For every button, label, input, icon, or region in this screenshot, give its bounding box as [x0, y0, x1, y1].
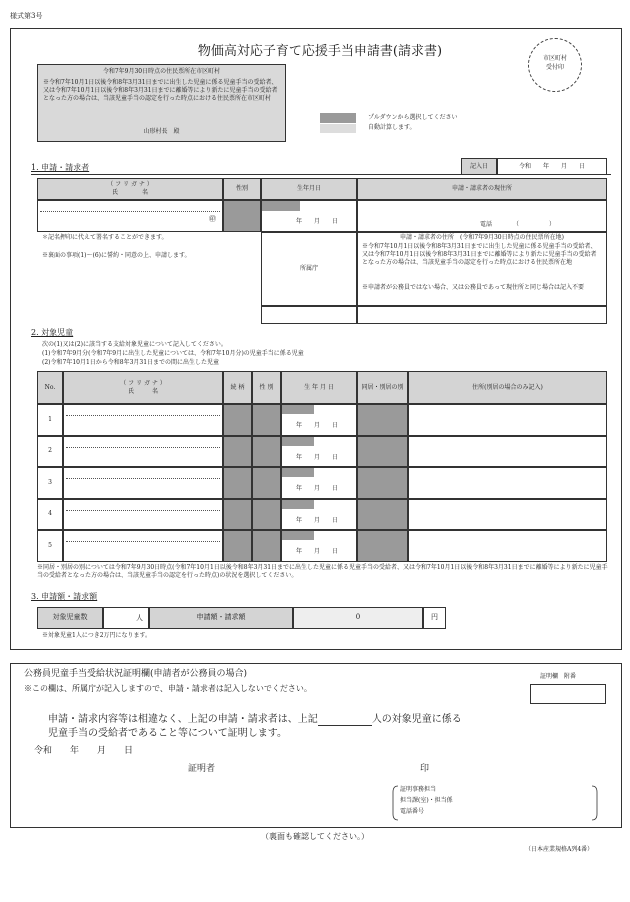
child-count-input[interactable]	[103, 607, 149, 629]
cohabitation-footnote: ※同居・別居の別については令和7年9月30日時点(令和7年10月1日以後令和8年3月31日までに出生した児童に係る児童手当の受給者、又は令和7年10月1日以後令和8年3月31日までに離婚等により新たに児童手当の受給者となった方の場合は、当該児童手当の認定を行った時点)の状況を選択してください。	[37, 564, 608, 579]
child-gender-select[interactable]	[252, 404, 281, 436]
child-dob-field[interactable]	[281, 404, 357, 436]
child-name-label: 氏 名	[127, 387, 158, 395]
mayor-addressee: 山形村長 殿	[143, 128, 180, 135]
legend-dropdown-swatch	[320, 113, 356, 123]
child-era-select[interactable]	[282, 437, 314, 446]
section2-intro3: (2)令和7年10月1日から令和8年3月31日までの間に出生した児童	[42, 359, 220, 366]
legend-dropdown-text: プルダウンから選択してください	[368, 114, 458, 121]
stamp-line1: 市区町村	[542, 55, 567, 62]
affiliation-input[interactable]	[261, 306, 357, 324]
col-relationship: 続 柄	[223, 371, 252, 404]
applicant-name-input[interactable]	[37, 200, 223, 232]
contact-line1: 証明事務担当	[400, 786, 437, 793]
furigana-divider	[66, 478, 220, 479]
stamp-line2: 受付印	[545, 64, 564, 71]
cert-number-input[interactable]	[530, 684, 606, 704]
child-name-input[interactable]	[63, 404, 223, 436]
legend-auto-swatch	[320, 124, 356, 133]
date-field[interactable]: 令和 年 月 日	[497, 158, 607, 175]
child-relationship-select[interactable]	[223, 404, 252, 436]
child-relationship-select[interactable]	[223, 499, 252, 531]
col-child-address: 住所(別居の場合のみ記入)	[408, 371, 607, 404]
form-number: 様式第3号	[10, 12, 43, 20]
amount-label: 申請額・請求額	[149, 607, 293, 629]
section2-title: 2. 対象児童	[31, 328, 74, 337]
back-side-note: （裏面も確認してください。）	[261, 832, 369, 841]
child-row-number: 1	[37, 404, 63, 436]
child-address-input[interactable]	[408, 404, 607, 436]
child-era-select[interactable]	[282, 531, 314, 540]
affiliation-label: 所属庁	[261, 232, 357, 306]
amount-unit: 円	[423, 607, 446, 629]
legend-auto-text: 自動計算します。	[368, 124, 416, 131]
child-era-select[interactable]	[282, 405, 314, 414]
child-row-number: 3	[37, 467, 63, 499]
dob-field[interactable]	[261, 200, 357, 232]
child-dob-field[interactable]	[281, 467, 357, 499]
child-count-unit: 人	[136, 614, 143, 622]
name-label: 氏 名	[111, 189, 148, 196]
section2-intro2: (1)令和7年9月分(令和7年9月に出生した児童については、令和7年10月分)の児童手当に係る児童	[42, 350, 304, 357]
cert-body-part-a: 申請・請求内容等は相違なく、上記の申請・請求者は、上記	[48, 714, 318, 725]
seal-note: ＊記名押印に代えて署名することができます。	[42, 234, 168, 241]
child-name-input[interactable]	[63, 499, 223, 531]
child-cohabitation-select[interactable]	[357, 467, 408, 499]
contact-bracket	[392, 784, 598, 822]
address-header: 申請・請求者の現住所	[357, 178, 607, 200]
applicant-name-header	[37, 178, 223, 200]
addressee-header: 令和7年9月30日時点の住民票所在市区町村	[102, 68, 221, 75]
address-input[interactable]	[357, 200, 607, 232]
registered-address-title: 申請・請求者の住所 (令和7年9月30日時点の住民票所在地)	[400, 234, 564, 241]
seal-mark: ㊞	[209, 215, 216, 223]
furigana-divider	[66, 415, 220, 416]
amount-note: ※対象児童1人につき2万円になります。	[42, 632, 152, 639]
era-select[interactable]	[262, 201, 300, 211]
section2-intro1: 次の(1)又は(2)に該当する支給対象児童について記入してください。	[42, 341, 227, 348]
certifier-label: 証明者	[188, 764, 216, 774]
child-name-input[interactable]	[63, 467, 223, 499]
consent-note: ※裏面の事項(1)～(6)に誓約・同意の上、申請します。	[42, 252, 191, 259]
cert-body-part-b: 人の対象児童に係る	[371, 714, 462, 725]
cert-child-count-blank[interactable]	[318, 714, 372, 726]
contact-line3: 電話番号	[400, 808, 425, 815]
child-gender-select[interactable]	[252, 436, 281, 468]
child-address-input[interactable]	[408, 436, 607, 468]
child-dob-ymd: 年 月 日	[296, 453, 339, 461]
child-era-select[interactable]	[282, 500, 314, 509]
cert-body-line2: 児童手当の受給者であること等について証明します。	[48, 728, 287, 739]
registered-address-note-box	[357, 232, 607, 306]
child-name-input[interactable]	[63, 530, 223, 562]
child-cohabitation-select[interactable]	[357, 499, 408, 531]
col-cohabitation: 同居・別居の別	[357, 371, 408, 404]
registered-address-note: ※令和7年10月1日以後令和8年3月31日までに出生した児童に係る児童手当の受給者、又は令和7年10月1日以後令和8年3月31日までに離婚等により新たに児童手当の受給者となった方の場合は、当該児童手当の認定を行った時点における住民票所在地	[362, 243, 597, 266]
cert-subtitle: ※この欄は、所属庁が記入しますので、申請・請求者は記入しないでください。	[24, 684, 312, 693]
phone-label: 電話 （ ）	[480, 221, 556, 228]
child-row-number: 5	[37, 530, 63, 562]
dob-header: 生年月日	[261, 178, 357, 200]
col-child-name	[63, 371, 223, 404]
child-dob-field[interactable]	[281, 436, 357, 468]
child-count-label: 対象児童数	[37, 607, 103, 629]
child-address-input[interactable]	[408, 530, 607, 562]
child-gender-select[interactable]	[252, 467, 281, 499]
child-dob-ymd: 年 月 日	[296, 485, 339, 492]
child-cohabitation-select[interactable]	[357, 530, 408, 562]
gender-select[interactable]	[223, 200, 261, 232]
child-cohabitation-select[interactable]	[357, 404, 408, 436]
child-relationship-select[interactable]	[223, 530, 252, 562]
gender-header: 性別	[223, 178, 261, 200]
dob-ymd: 年 月 日	[296, 218, 339, 225]
child-relationship-select[interactable]	[223, 436, 252, 468]
section1-title: 1. 申請・請求者	[31, 163, 90, 172]
child-dob-field[interactable]	[281, 499, 357, 531]
date-label: 記入日	[461, 158, 497, 175]
child-furigana-label: （ フ リ ガ ナ ）	[120, 379, 166, 387]
page-title: 物価高対応子育て応援手当申請書(請求書)	[197, 44, 443, 59]
cert-title: 公務員児童手当受給状況証明欄(申請者が公務員の場合)	[24, 669, 248, 679]
child-dob-ymd: 年 月 日	[296, 422, 339, 429]
jis-standard: （日本産業規格A列4番）	[525, 846, 594, 853]
child-dob-ymd: 年 月 日	[296, 548, 339, 555]
addressee-box	[37, 64, 286, 142]
col-dob: 生 年 月 日	[281, 371, 357, 404]
child-gender-select[interactable]	[252, 530, 281, 562]
amount-value: 0	[293, 607, 423, 629]
reception-stamp-circle	[528, 38, 582, 92]
certifier-seal: 印	[420, 764, 430, 774]
col-gender: 性 別	[252, 371, 281, 404]
child-dob-field[interactable]	[281, 530, 357, 562]
child-cohabitation-select[interactable]	[357, 436, 408, 468]
child-gender-select[interactable]	[252, 499, 281, 531]
child-row-number: 4	[37, 499, 63, 531]
contact-line2: 担当課(室)・担当係	[400, 797, 453, 804]
cert-number-label: 証明欄 附番	[540, 673, 577, 680]
furigana-divider	[66, 447, 220, 448]
registered-address-input[interactable]	[357, 306, 607, 324]
child-era-select[interactable]	[282, 468, 314, 477]
cert-date[interactable]: 令和 年 月 日	[34, 746, 134, 756]
furigana-label: （ フ リ ガ ナ ）	[107, 181, 153, 189]
section3-title: 3. 申請額・請求額	[31, 592, 98, 601]
registered-address-note2: ※申請者が公務員ではない場合、又は公務員であって現住所と同じ場合は記入不要	[362, 284, 584, 291]
furigana-divider	[66, 541, 220, 542]
child-address-input[interactable]	[408, 467, 607, 499]
child-dob-ymd: 年 月 日	[296, 516, 339, 524]
furigana-divider	[66, 510, 220, 511]
col-no: No.	[37, 371, 63, 404]
child-row-number: 2	[37, 436, 63, 468]
addressee-note: ※令和7年10月1日以後令和8年3月31日までに出生した児童に係る児童手当の受給者、又は令和7年10月1日以後令和8年3月31日までに離婚等により新たに児童手当の受給者となった方の場合は、当該児童手当の認定を行った時点における住民票所在市区町村	[43, 79, 278, 102]
child-name-input[interactable]	[63, 436, 223, 468]
child-relationship-select[interactable]	[223, 467, 252, 499]
child-address-input[interactable]	[408, 499, 607, 531]
